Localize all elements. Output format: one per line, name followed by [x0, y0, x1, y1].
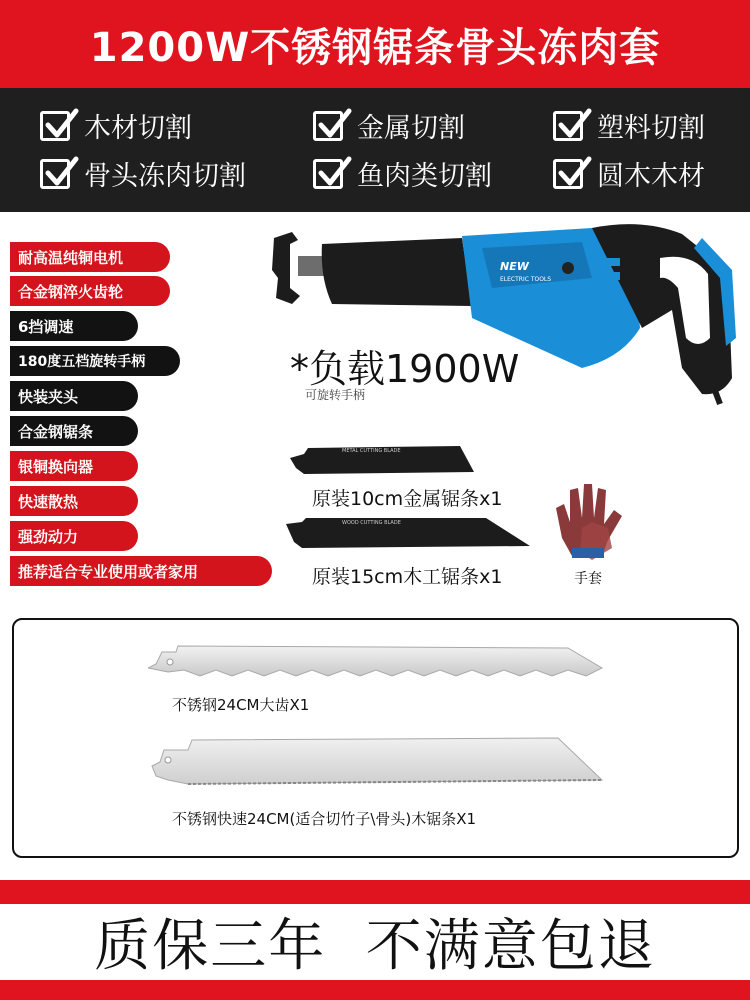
feature-label: 骨头冻肉切割 — [84, 161, 246, 192]
guarantee-bar — [0, 880, 750, 1000]
feature-label: 木材切割 — [84, 113, 192, 144]
guarantee-banner — [0, 904, 750, 980]
feature-label: 金属切割 — [357, 113, 465, 144]
spec-tag: 耐高温纯铜电机 — [10, 242, 170, 272]
gloves-image — [552, 478, 636, 566]
load-power-label: *负载1900W — [290, 347, 520, 391]
rotating-handle-note: 可旋转手柄 — [305, 388, 366, 402]
title-bar — [0, 0, 750, 88]
wood-blade-marking: WOOD CUTTING BLADE — [342, 520, 401, 526]
metal-blade-image — [290, 444, 476, 482]
feature-band — [0, 88, 750, 212]
feature-label: 鱼肉类切割 — [357, 161, 492, 192]
metal-blade-caption: 原装10cm金属锯条x1 — [312, 488, 503, 510]
brand-logo: NEW — [500, 260, 529, 273]
metal-blade-marking: METAL CUTTING BLADE — [342, 448, 401, 454]
feature-item — [553, 154, 705, 193]
fast-wood-blade-label: 不锈钢快速24CM(适合切竹子\骨头)木锯条X1 — [172, 810, 477, 828]
checkbox-icon — [313, 159, 343, 189]
large-tooth-blade-label: 不锈钢24CM大齿X1 — [172, 696, 310, 714]
feature-label: 塑料切割 — [597, 113, 705, 144]
spec-tag: 银铜换向器 — [10, 451, 138, 481]
feature-item — [40, 154, 246, 193]
feature-item — [40, 106, 192, 145]
fast-wood-blade-image — [148, 732, 604, 794]
spec-tag: 快装夹头 — [10, 381, 138, 411]
spec-tag: 强劲动力 — [10, 521, 138, 551]
wood-blade-caption: 原装15cm木工锯条x1 — [312, 566, 503, 588]
checkbox-icon — [313, 111, 343, 141]
checkbox-icon — [40, 159, 70, 189]
large-tooth-blade-image — [148, 642, 604, 684]
checkbox-icon — [40, 111, 70, 141]
stainless-blades-panel — [12, 618, 739, 858]
brand-subtitle: ELECTRIC TOOLS — [500, 276, 552, 283]
guarantee-text: 质保三年 不满意包退 — [94, 914, 656, 979]
feature-item — [313, 106, 465, 145]
product-title: 1200W不锈钢锯条骨头冻肉套 — [89, 24, 661, 71]
wood-blade-image — [286, 516, 532, 556]
spec-tag: 180度五档旋转手柄 — [10, 346, 180, 376]
spec-tag: 合金钢淬火齿轮 — [10, 276, 170, 306]
gloves-caption: 手套 — [574, 571, 602, 587]
spec-tag: 快速散热 — [10, 486, 138, 516]
feature-item — [553, 106, 705, 145]
feature-item — [313, 154, 492, 193]
spec-tag: 推荐适合专业使用或者家用 — [10, 556, 272, 586]
checkbox-icon — [553, 111, 583, 141]
checkbox-icon — [553, 159, 583, 189]
spec-tag: 合金钢锯条 — [10, 416, 138, 446]
spec-tag: 6挡调速 — [10, 311, 138, 341]
feature-label: 圆木木材 — [597, 161, 705, 192]
